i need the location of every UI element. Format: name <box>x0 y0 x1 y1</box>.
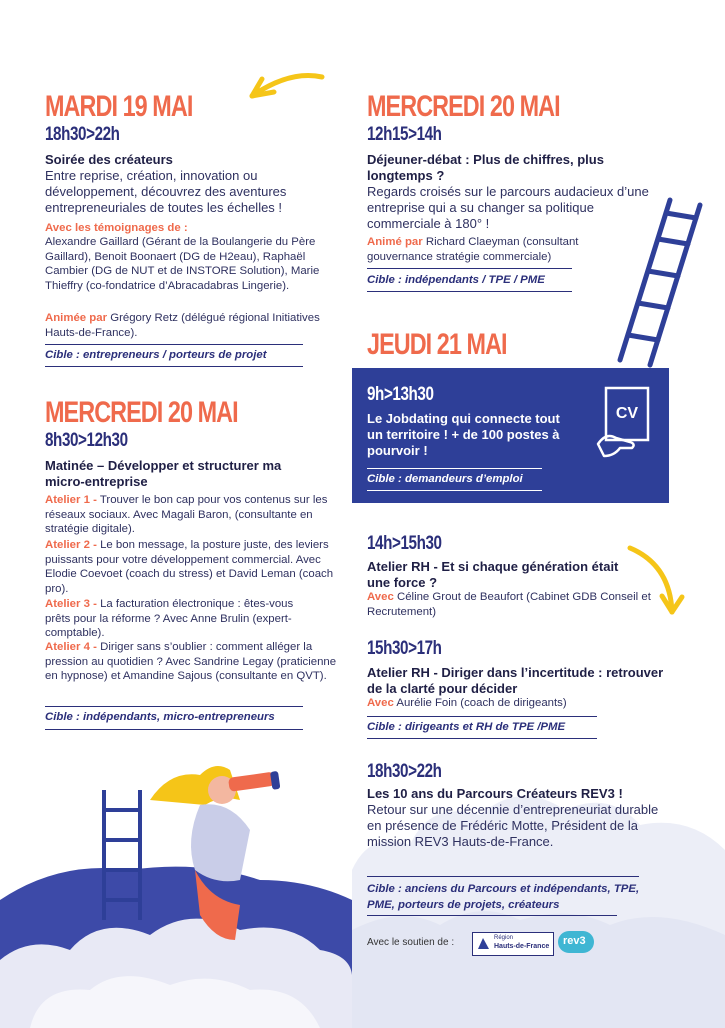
testimonials-list: Alexandre Gaillard (Gérant de la Boulangerie du Père Gaillard), Benoit Boonaert (DG de H2eau), Raphaël Cambier (DG de NUT et de INSTORE Solution), Marie Thieffry (co-fondatrice d’Abracadabras Lingerie). <box>45 236 320 292</box>
host-line <box>367 696 659 711</box>
workshop-text: Trouver le bon cap pour vos contenus sur les réseaux sociaux. Avec Magali Baron, (consultante en stratégie digitale). <box>45 494 328 535</box>
divider <box>367 291 572 292</box>
event-time: 15h30>17h <box>367 638 442 659</box>
workshop-item <box>45 493 337 537</box>
target-audience: Cible : entrepreneurs / porteurs de projet <box>45 349 267 361</box>
host-label: Avec <box>367 697 394 709</box>
rev3-logo <box>558 931 594 953</box>
workshop-text: La facturation électronique : êtes-vous prêts pour la réforme ? Avec Anne Brulin (expert-comptable). <box>45 598 294 639</box>
divider <box>367 915 617 916</box>
day-title-wednesday: MERCREDI 20 MAI <box>45 396 238 429</box>
cv-text: CV <box>615 405 639 422</box>
divider <box>367 716 597 717</box>
event-description: Entre reprise, création, innovation ou développement, découvrez des aventures entrepreneuriales de toutes les échelles ! <box>45 168 287 215</box>
event-title: Soirée des créateurs <box>45 152 173 167</box>
day-title-tuesday: MARDI 19 MAI <box>45 90 193 123</box>
workshop-item <box>45 597 315 641</box>
cloud-right-back <box>352 911 725 1028</box>
divider <box>367 468 542 469</box>
divider <box>367 876 639 877</box>
event-time: 8h30>12h30 <box>45 430 128 451</box>
jobdating-box <box>352 368 669 503</box>
arrow-top <box>252 76 322 96</box>
day-title-wednesday: MERCREDI 20 MAI <box>367 90 560 123</box>
event-time: 9h>13h30 <box>367 384 434 405</box>
host-label: Animé par <box>367 236 423 248</box>
host-label: Animée par <box>45 312 108 324</box>
host-line <box>367 590 659 619</box>
event-title: Les 10 ans du Parcours Créateurs REV3 ! <box>367 786 623 801</box>
host-line <box>367 235 627 264</box>
target-audience: Cible : indépendants / TPE / PME <box>367 274 545 286</box>
event-title: Atelier RH - Diriger dans l’incertitude : retrouver de la clarté pour décider <box>367 665 664 696</box>
divider <box>367 268 572 269</box>
region-logo-line1: Région <box>494 935 514 941</box>
region-logo <box>472 932 554 956</box>
rev3-logo-text: rev3 <box>563 935 586 947</box>
ladder-left <box>104 790 140 920</box>
event-time: 18h30>22h <box>367 761 442 782</box>
target-audience: Cible : indépendants, micro-entrepreneurs <box>45 711 275 723</box>
target-audience: Cible : anciens du Parcours et indépendants, TPE, PME, porteurs de projets, créateurs <box>367 883 640 911</box>
target-audience: Cible : dirigeants et RH de TPE /PME <box>367 721 566 733</box>
host-name: Aurélie Foin (coach de dirigeants) <box>393 697 567 709</box>
target-audience: Cible : demandeurs d’emploi <box>367 473 523 485</box>
cv-document-icon <box>592 384 654 464</box>
event-description: Regards croisés sur le parcours audacieux d’une entreprise qui a su changer sa politique commerciale à 180° ! <box>367 184 649 231</box>
workshop-text: Le bon message, la posture juste, des leviers puissants pour votre développement commercial. Avec Elodie Coevoet (coach du stress) et David Leman (coach pro). <box>45 539 334 595</box>
workshop-label: Atelier 1 - <box>45 494 97 506</box>
event-time: 18h30>22h <box>45 124 120 145</box>
divider <box>45 706 303 707</box>
workshop-item <box>45 538 337 596</box>
divider <box>45 729 303 730</box>
workshop-label: Atelier 3 - <box>45 598 97 610</box>
testimonials-label: Avec les témoignages de : <box>45 222 188 234</box>
event-title: Déjeuner-débat : Plus de chiffres, plus longtemps ? <box>367 152 604 183</box>
event-time: 14h>15h30 <box>367 533 442 554</box>
host-name: Richard Claeyman (consultant gouvernance stratégie commerciale) <box>367 236 579 263</box>
divider <box>367 738 597 739</box>
workshop-label: Atelier 4 - <box>45 641 97 653</box>
region-icon <box>476 936 491 951</box>
divider <box>367 490 542 491</box>
divider <box>45 366 303 367</box>
event-description: Retour sur une décennie d’entrepreneuriat durable en présence de Frédéric Motte, Président de la mission REV3 Hauts-de-France. <box>367 802 659 849</box>
event-title: Atelier RH - Et si chaque génération était une force ? <box>367 559 619 590</box>
event-title: Le Jobdating qui connecte tout un territoire ! + de 100 postes à pourvoir ! <box>367 411 560 458</box>
host-label: Avec <box>367 591 394 603</box>
host-line <box>45 311 337 340</box>
event-time: 12h15>14h <box>367 124 442 145</box>
day-title-thursday: JEUDI 21 MAI <box>367 328 507 361</box>
divider <box>45 344 303 345</box>
support-label: Avec le soutien de : <box>367 937 455 948</box>
workshop-item <box>45 640 337 684</box>
host-name: Grégory Retz (délégué régional Initiatives Hauts-de-France). <box>45 312 320 339</box>
workshop-text: Diriger sans s’oublier : comment alléger la pression au quotidien ? Avec Sandrine Legay (praticienne en hypnose) et Amandine Sajous (consultante en QVT). <box>45 641 337 682</box>
event-title: Matinée – Développer et structurer ma micro-entreprise <box>45 458 282 489</box>
region-logo-line2: Hauts-de-France <box>494 943 550 950</box>
host-name: Céline Grout de Beaufort (Cabinet GDB Conseil et Recrutement) <box>367 591 651 618</box>
workshop-label: Atelier 2 - <box>45 539 97 551</box>
